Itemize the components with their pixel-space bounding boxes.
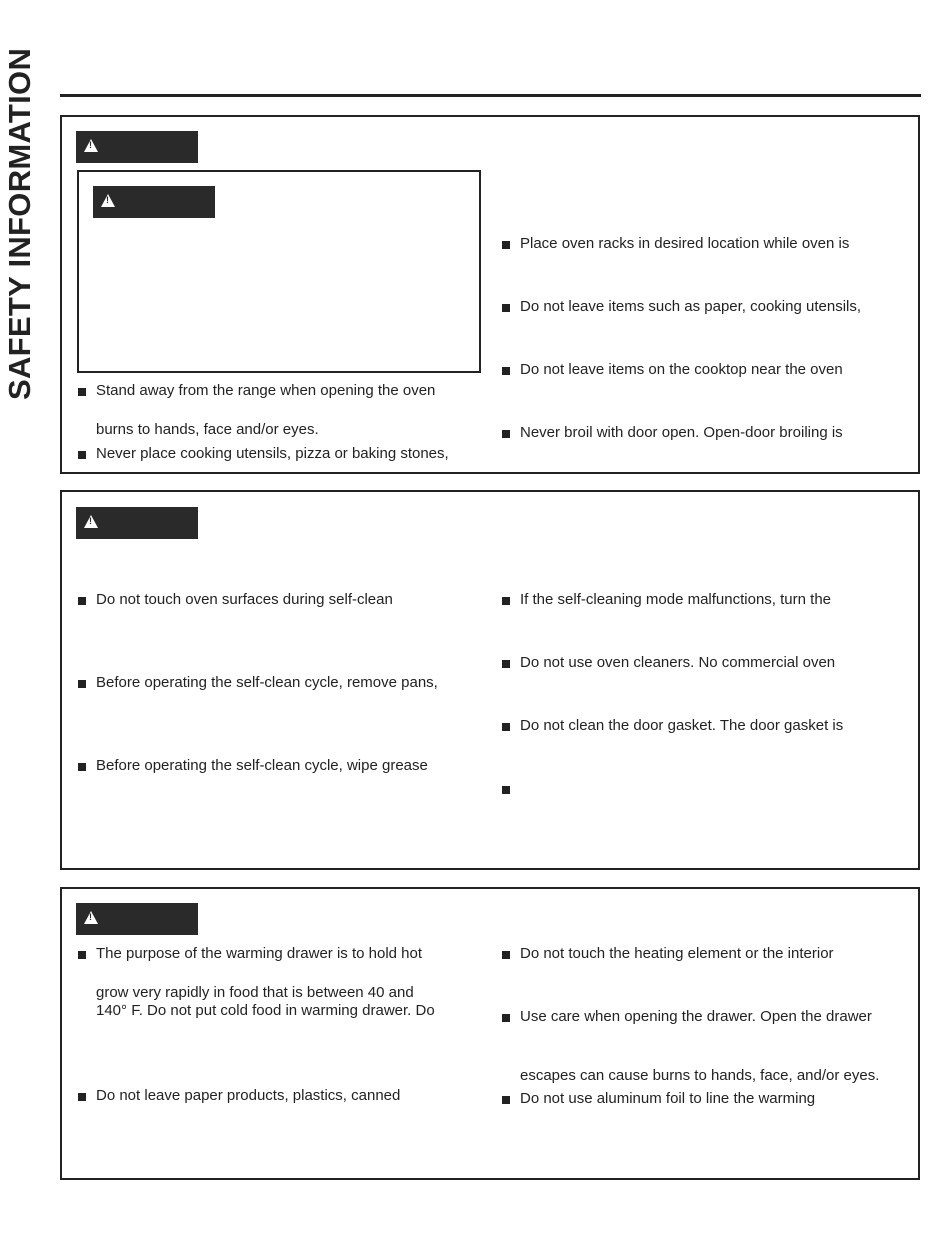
list-item: Do not touch the heating element or the interior bbox=[520, 945, 834, 962]
warning-triangle-icon bbox=[84, 911, 98, 924]
warning-badge bbox=[76, 507, 198, 539]
list-item: Stand away from the range when opening the oven bbox=[96, 382, 436, 399]
warning-panel-warming-drawer bbox=[60, 887, 920, 1180]
list-item-continued: escapes can cause burns to hands, face, and/or eyes. bbox=[520, 1067, 880, 1084]
list-item: Before operating the self-clean cycle, remove pans, bbox=[96, 674, 438, 691]
warning-badge bbox=[76, 131, 198, 163]
list-item: Do not clean the door gasket. The door gasket is bbox=[520, 717, 844, 734]
list-item: If the self-cleaning mode malfunctions, turn the bbox=[520, 591, 832, 608]
warning-triangle-icon bbox=[84, 515, 98, 528]
header-rule bbox=[60, 94, 921, 97]
list-item-continued: burns to hands, face and/or eyes. bbox=[96, 421, 319, 438]
list-item: Do not use oven cleaners. No commercial oven bbox=[520, 654, 836, 671]
nested-warning-box bbox=[77, 170, 481, 373]
list-item: Do not leave items such as paper, cooking utensils, bbox=[520, 298, 862, 315]
list-item: Do not touch oven surfaces during self-clean bbox=[96, 591, 393, 608]
square-bullet-icon bbox=[502, 1014, 510, 1022]
list-item: Use care when opening the drawer. Open the drawer bbox=[520, 1008, 872, 1025]
square-bullet-icon bbox=[78, 597, 86, 605]
square-bullet-icon bbox=[78, 763, 86, 771]
warning-badge bbox=[76, 903, 198, 935]
list-item: Place oven racks in desired location while oven is bbox=[520, 235, 850, 252]
square-bullet-icon bbox=[78, 388, 86, 396]
warning-panel-self-clean bbox=[60, 490, 920, 870]
list-item-continued: 140° F. Do not put cold food in warming drawer. Do bbox=[96, 1002, 435, 1019]
list-item: Before operating the self-clean cycle, wipe grease bbox=[96, 757, 428, 774]
square-bullet-icon bbox=[502, 1096, 510, 1104]
list-item: Do not leave paper products, plastics, canned bbox=[96, 1087, 401, 1104]
list-item: Never broil with door open. Open-door broiling is bbox=[520, 424, 843, 441]
square-bullet-icon bbox=[502, 660, 510, 668]
square-bullet-icon bbox=[502, 951, 510, 959]
section-title: SAFETY INFORMATION bbox=[2, 47, 37, 400]
list-item: Do not leave items on the cooktop near the oven bbox=[520, 361, 843, 378]
list-item-continued: grow very rapidly in food that is between 40 and bbox=[96, 984, 414, 1001]
square-bullet-icon bbox=[502, 597, 510, 605]
list-item: Do not use aluminum foil to line the warming bbox=[520, 1090, 816, 1107]
square-bullet-icon bbox=[78, 451, 86, 459]
warning-triangle-icon bbox=[101, 194, 115, 207]
square-bullet-icon bbox=[78, 1093, 86, 1101]
list-item: The purpose of the warming drawer is to hold hot bbox=[96, 945, 423, 962]
square-bullet-icon bbox=[502, 241, 510, 249]
square-bullet-icon bbox=[78, 680, 86, 688]
warning-panel-oven bbox=[60, 115, 920, 474]
square-bullet-icon bbox=[502, 430, 510, 438]
square-bullet-icon bbox=[502, 304, 510, 312]
square-bullet-icon bbox=[502, 723, 510, 731]
list-item: Never place cooking utensils, pizza or baking stones, bbox=[96, 445, 449, 462]
warning-triangle-icon bbox=[84, 139, 98, 152]
square-bullet-icon bbox=[502, 367, 510, 375]
square-bullet-icon bbox=[502, 786, 510, 794]
square-bullet-icon bbox=[78, 951, 86, 959]
nested-warning-badge bbox=[93, 186, 215, 218]
